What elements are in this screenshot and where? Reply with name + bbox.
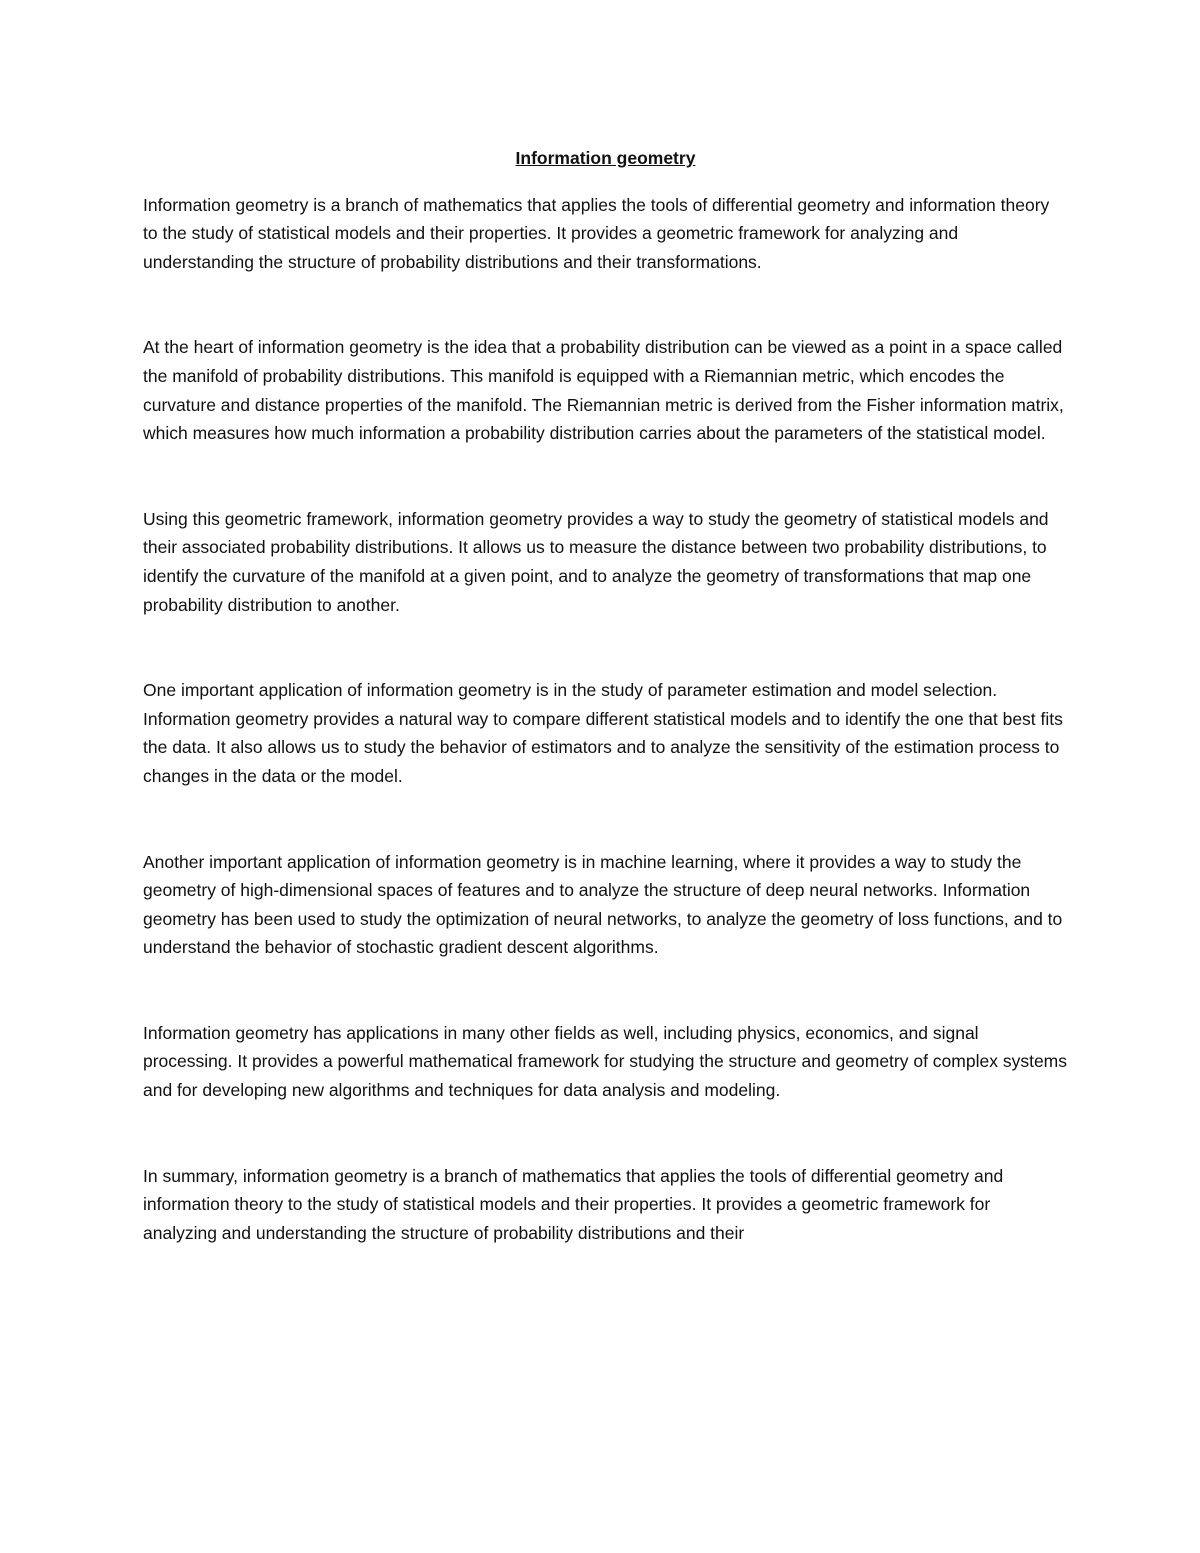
paragraph-introduction: Information geometry is a branch of mathematics that applies the tools of differential geometry and information theory to the study of statistical models and their properties. It provides a geometric framework for analyzing and understanding the structure of probability distributions and their transformations. — [143, 194, 1050, 272]
paragraph-summary: In summary, information geometry is a branch of mathematics that applies the tools of differential geometry and information theory to the study of statistical models and their properties. It provides a geometric framework for analyzing and understanding the structure of probability distributions and their — [143, 1165, 1004, 1243]
document-body — [143, 144, 1068, 1304]
paragraph-manifold: At the heart of information geometry is the idea that a probability distribution can be viewed as a point in a space called the manifold of probability distributions. This manifold is equipped with a Riemannian metric, which encodes the curvature and distance properties of the manifold. The Riemannian metric is derived from the Fisher information matrix, which measures how much information a probability distribution carries about the parameters of the statistical model. — [143, 337, 1064, 444]
paragraph-parameter-estimation: One important application of information geometry is in the study of parameter estimation and model selection. Information geometry provides a natural way to compare different statistical models and to identify the one that best fits the data. It also allows us to study the behavior of estimators and to analyze the sensitivity of the estimation process to changes in the data or the model. — [143, 680, 1063, 786]
paragraph-machine-learning: Another important application of information geometry is in machine learning, where it provides a way to study the geometry of high-dimensional spaces of features and to analyze the structure of deep neural networks. Information geometry has been used to study the optimization of neural networks, to analyze the geometry of loss functions, and to understand the behavior of stochastic gradient descent algorithms. — [143, 851, 1063, 958]
document-title: Information geometry — [515, 148, 696, 168]
paragraph-geometric-framework: Using this geometric framework, information geometry provides a way to study the geometry of statistical models and their associated probability distributions. It allows us to measure the distance between two probability distributions, to identify the curvature of the manifold at a given point, and to analyze the geometry of transformations that map one probability distribution to another. — [143, 508, 1049, 615]
paragraph-other-applications: Information geometry has applications in many other fields as well, including physics, economics, and signal processing. It provides a powerful mathematical framework for studying the structure and geometry of complex systems and for developing new algorithms and techniques for data analysis and modeling. — [143, 1022, 1068, 1101]
